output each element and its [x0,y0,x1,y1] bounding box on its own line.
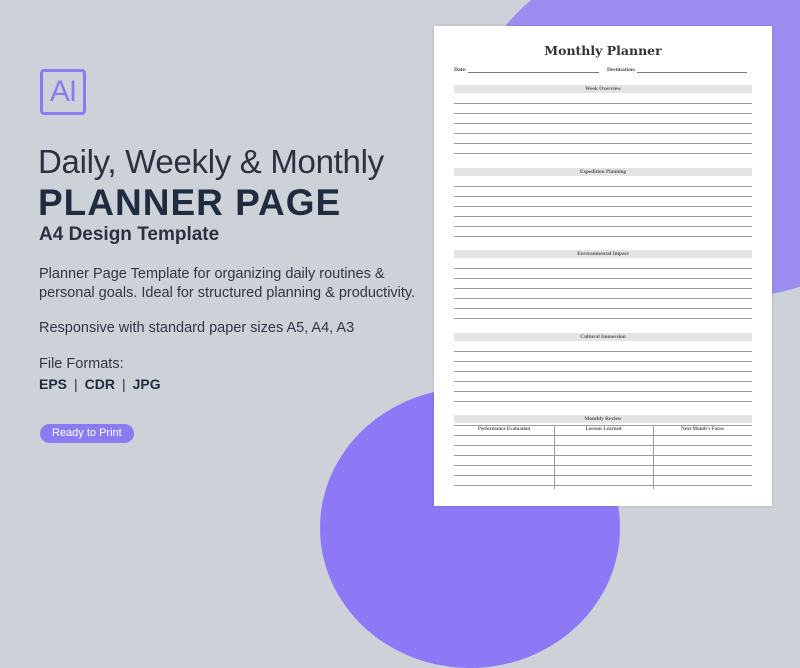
column-next-months-focus: Next Month's Focus [681,427,724,432]
writing-line [454,288,752,289]
file-formats-list [39,376,161,392]
writing-line [454,216,752,217]
writing-line [454,133,752,134]
destination-label: Destination: [607,67,636,73]
section-environmental-impact: Environmental Impact [454,250,752,258]
date-label: Date: [454,67,467,73]
writing-line [454,465,752,466]
writing-line [454,153,752,154]
description-line2: personal goals. Ideal for structured planning & productivity. [39,285,416,301]
paper-sizes-text: Responsive with standard paper sizes A5, A4, A3 [39,320,355,336]
writing-line [454,401,752,402]
writing-line [454,206,752,207]
writing-line [454,371,752,372]
writing-line [454,268,752,269]
writing-line [454,103,752,104]
headline-line3: A4 Design Template [39,224,220,245]
destination-field [607,67,747,73]
logo-text: AI [49,75,77,108]
ready-to-print-badge: Ready to Print [40,424,134,443]
writing-line [454,455,752,456]
date-field [454,67,599,73]
writing-line [454,445,752,446]
planner-page-preview [434,26,772,506]
description-line1: Planner Page Template for organizing daily routines & [39,266,385,282]
description [39,265,439,303]
date-underline [468,67,599,73]
destination-underline [637,67,747,73]
headline-line2: PLANNER PAGE [38,182,342,223]
ai-file-icon [40,69,86,115]
section-cultural-immersion: Cultural Immersion [454,333,752,341]
writing-line [454,381,752,382]
writing-line [454,236,752,237]
writing-line [454,318,752,319]
writing-line [454,113,752,114]
writing-line [454,485,752,486]
writing-line [454,143,752,144]
format-jpg: JPG [132,376,161,392]
writing-line [454,391,752,392]
headline-line1: Daily, Weekly & Monthly [38,143,384,180]
section-monthly-review: Monthly Review [454,415,752,423]
format-separator: | [122,376,126,392]
writing-line [454,196,752,197]
writing-line [454,475,752,476]
format-cdr: CDR [84,376,115,392]
planner-title: Monthly Planner [544,43,662,58]
column-performance-evaluation: Performance Evaluation [477,427,531,432]
writing-line [454,123,752,124]
writing-line [454,351,752,352]
section-expedition-planning: Expedition Planning [454,168,752,176]
writing-line [454,278,752,279]
writing-line [454,186,752,187]
section-week-overview: Week Overview [454,85,752,93]
column-lessons-learned: Lessons Learned [585,427,622,432]
writing-line [454,361,752,362]
format-separator: | [74,376,78,392]
writing-line [454,298,752,299]
format-eps: EPS [39,376,68,392]
file-formats-label: File Formats: [39,356,124,372]
writing-line [454,435,752,436]
writing-line [454,308,752,309]
writing-line [454,226,752,227]
